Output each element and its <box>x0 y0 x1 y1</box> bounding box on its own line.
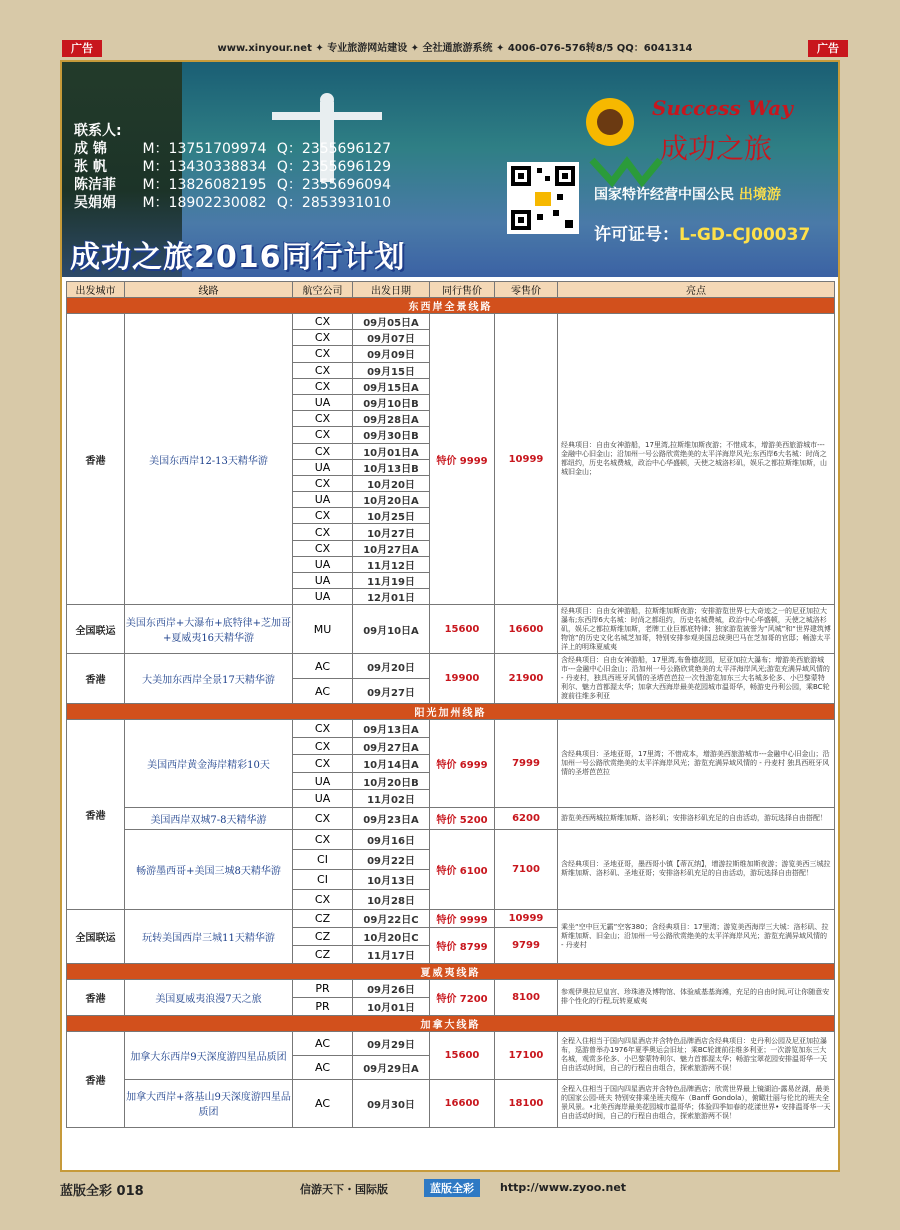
airline-code: CI <box>293 869 353 889</box>
peer-price: 特价 6999 <box>430 720 495 808</box>
departure-date: 10月14日A <box>353 755 430 773</box>
section-title: 夏威夷线路 <box>67 963 835 979</box>
departure-date: 09月30日 <box>353 1079 430 1127</box>
route-name: 美国夏威夷浪漫7天之旅 <box>125 979 293 1015</box>
brand-cn: 成功之旅 <box>660 132 773 165</box>
contact-row: 吴娟娟 M：18902230082 Q：2853931010 <box>74 195 391 211</box>
section-header <box>67 963 835 979</box>
airline-code: CX <box>293 475 353 491</box>
top-bar <box>0 0 900 60</box>
col-header: 同行售价 <box>430 282 495 298</box>
col-header: 出发日期 <box>353 282 430 298</box>
col-header: 出发城市 <box>67 282 125 298</box>
airline-code: CX <box>293 540 353 556</box>
departure-date: 10月20日 <box>353 475 430 491</box>
table-row <box>67 605 835 654</box>
departure-date: 12月01日 <box>353 589 430 605</box>
peer-price: 特价 5200 <box>430 807 495 829</box>
section-title: 阳光加州线路 <box>67 704 835 720</box>
departure-date: 09月07日 <box>353 330 430 346</box>
departure-city: 香港 <box>67 654 125 704</box>
retail-price: 7100 <box>495 829 558 909</box>
route-name: 玩转美国西岸三城11天精华游 <box>125 909 293 963</box>
col-header: 线路 <box>125 282 293 298</box>
col-header: 航空公司 <box>293 282 353 298</box>
departure-city: 香港 <box>67 979 125 1015</box>
retail-price: 21900 <box>495 654 558 704</box>
top-info-line: www.xinyour.net ✦ 专业旅游网站建设 ✦ 全社通旅游系统 ✦ 4006-076-576转8/5 QQ：6041314 <box>217 43 693 54</box>
airline-code: UA <box>293 394 353 410</box>
ad-badge-left: 广告 <box>62 40 102 57</box>
highlights: 含经典项目：圣地亚哥，17里湾；不惜成本，增游美西旅游城市---金融中心旧金山；沿加州一号公路欣赏绝美的太平洋海岸风光；游览充满异域风情的 - 丹麦村 独具西班牙风情的圣塔芭芭拉 <box>558 720 835 808</box>
section-title: 加拿大线路 <box>67 1015 835 1031</box>
airline-code: CX <box>293 508 353 524</box>
peer-price: 特价 7200 <box>430 979 495 1015</box>
departure-date: 09月29日A <box>353 1055 430 1079</box>
peer-price: 19900 <box>430 654 495 704</box>
departure-city: 全国联运 <box>67 909 125 963</box>
table-row <box>67 720 835 738</box>
highlights: 全程入住相当于国内四星酒店并含特色品牌酒店；欣赏世界最上镜湖泊-露易丝湖，最美的国家公园-班夫 特别安排乘坐班夫缆车（Banff Gondola），俯瞰壮丽与伦比的班夫全景风景。•北美西海岸最美花园城市温哥华；体验四季如春的花漾世界• 安排温哥华一天自由活动时间，自己的行程自由组合，探索旅游两不误！ <box>558 1079 835 1127</box>
airline-code: AC <box>293 1031 353 1055</box>
airline-code: CZ <box>293 909 353 927</box>
col-header: 零售价 <box>495 282 558 298</box>
airline-code: CI <box>293 849 353 869</box>
table-row <box>67 314 835 330</box>
table-row <box>67 909 835 927</box>
departure-date: 10月20日C <box>353 927 430 945</box>
advert-frame <box>60 60 840 1172</box>
page-number: 蓝版全彩 018 <box>60 1184 144 1199</box>
departure-date: 10月25日 <box>353 508 430 524</box>
itinerary-table <box>66 281 835 1128</box>
contact-row: 陈洁菲 M：13826082195 Q：2355696094 <box>74 177 391 193</box>
departure-city: 香港 <box>67 1031 125 1127</box>
airline-code: CX <box>293 427 353 443</box>
departure-date: 10月13日 <box>353 869 430 889</box>
airline-code: CX <box>293 411 353 427</box>
qr-code <box>507 162 579 234</box>
departure-date: 09月27日A <box>353 737 430 755</box>
departure-date: 09月26日 <box>353 979 430 997</box>
departure-date: 09月15日A <box>353 378 430 394</box>
table-row <box>67 654 835 679</box>
retail-price: 9799 <box>495 927 558 963</box>
airline-code: PR <box>293 979 353 997</box>
route-name: 美国东西岸12-13天精华游 <box>125 314 293 605</box>
retail-price: 17100 <box>495 1031 558 1079</box>
table-row <box>67 1079 835 1127</box>
brand-en: Success Way <box>652 96 793 120</box>
highlights: 含经典项目：圣地亚哥，墨西哥小镇【蒂瓦纳】，增游拉斯维加斯夜游；游览美西三城拉斯维加斯、洛杉矶、圣地亚哥；安排洛杉矶充足的自由活动，游玩选择自由搭配！ <box>558 829 835 909</box>
airline-code: UA <box>293 772 353 790</box>
peer-price: 特价 9999 <box>430 909 495 927</box>
section-title: 东西岸全景线路 <box>67 298 835 314</box>
airline-code: PR <box>293 997 353 1015</box>
departure-date: 11月19日 <box>353 573 430 589</box>
airline-code: UA <box>293 459 353 475</box>
departure-date: 11月12日 <box>353 556 430 572</box>
airline-code: CX <box>293 889 353 909</box>
route-name: 加拿大东西岸9天深度游四星品质团 <box>125 1031 293 1079</box>
highlights: 含经典项目：自由女神游船，17里湾,布鲁德花园，尼亚加拉大瀑布；增游美西旅游城市---金融中心旧金山；沿加州一号公路欣赏绝美的太平洋海岸风光;游览充满异域风情的 - 丹麦村，独具西班牙风情的圣塔芭芭拉一次性游览加东三大名城多伦多、小巴黎蒙特利尔、魅力首都渥太华；加拿大西海岸最美花园城市温哥华，畅游史丹利公园，乘BC轮渡前往维多利亚 <box>558 654 835 704</box>
airline-code: CX <box>293 314 353 330</box>
departure-date: 09月10日B <box>353 394 430 410</box>
departure-city: 香港 <box>67 314 125 605</box>
departure-date: 09月10日A <box>353 605 430 654</box>
section-header <box>67 704 835 720</box>
departure-date: 09月09日 <box>353 346 430 362</box>
departure-date: 09月29日 <box>353 1031 430 1055</box>
col-header: 亮点 <box>558 282 835 298</box>
table-row <box>67 807 835 829</box>
peer-price: 16600 <box>430 1079 495 1127</box>
route-name: 美国西岸双城7-8天精华游 <box>125 807 293 829</box>
departure-city: 香港 <box>67 720 125 910</box>
highlights: 全程入住相当于国内四星酒店并含特色品牌酒店含经典项目：史丹利公园及尼亚加拉瀑布，巡游曾举办1976年夏季奥运会旧址；乘BC轮渡前往维多利亚；一次游览加东三大名城，观赏多伦多、小巴黎蒙特利尔、魅力首都渥太华；畅游宝翠花园安排温哥华一天自由活动时间，自己的行程自由组合，探索旅游两不误！ <box>558 1031 835 1079</box>
departure-date: 09月23日A <box>353 807 430 829</box>
highlights: 乘坐“空中巨无霸”空客380；含经典项目：17里湾；游览美西海岸三大城：洛杉矶、拉斯维加斯、旧金山；沿加州一号公路欣赏绝美的太平洋海岸风光；游览充满异域风情的 - 丹麦村 <box>558 909 835 963</box>
airline-code: CX <box>293 443 353 459</box>
route-name: 畅游墨西哥+美国三城8天精华游 <box>125 829 293 909</box>
route-name: 美国东西岸+大瀑布+底特律+芝加哥+夏威夷16天精华游 <box>125 605 293 654</box>
airline-code: AC <box>293 1055 353 1079</box>
airline-code: CX <box>293 720 353 738</box>
contact-row: 成 锦 M：13751709974 Q：2355696127 <box>74 141 391 157</box>
departure-date: 09月20日 <box>353 654 430 679</box>
contact-title: 联系人: <box>74 123 122 139</box>
departure-date: 09月28日A <box>353 411 430 427</box>
section-header <box>67 1015 835 1031</box>
airline-code: UA <box>293 573 353 589</box>
airline-code: CX <box>293 737 353 755</box>
retail-price: 7999 <box>495 720 558 808</box>
airline-code: UA <box>293 556 353 572</box>
departure-date: 10月20日B <box>353 772 430 790</box>
footer <box>60 1178 840 1198</box>
departure-date: 11月02日 <box>353 790 430 808</box>
airline-code: CX <box>293 829 353 849</box>
peer-price: 特价 8799 <box>430 927 495 963</box>
table-row <box>67 829 835 849</box>
license-line-1: 国家特许经营中国公民 出境游 <box>594 187 781 203</box>
contact-row: 张 帆 M：13430338834 Q：2355696129 <box>74 159 391 175</box>
airline-code: AC <box>293 679 353 704</box>
highlights: 经典项目：自由女神游船，17里湾,拉斯维加斯夜游；不惜成本，增游美西旅游城市---金融中心旧金山；沿加州一号公路欣赏绝美的太平洋海岸风光;东西岸6大名城：时尚之都纽约，历史名城费城，政治中心华盛顿，天使之城洛杉矶，娱乐之都拉斯维加斯，山城旧金山； <box>558 314 835 605</box>
peer-price: 15600 <box>430 605 495 654</box>
departure-date: 10月28日 <box>353 889 430 909</box>
peer-price: 特价 6100 <box>430 829 495 909</box>
retail-price: 10999 <box>495 909 558 927</box>
retail-price: 10999 <box>495 314 558 605</box>
departure-date: 10月27日A <box>353 540 430 556</box>
airline-code: AC <box>293 1079 353 1127</box>
route-name: 美国西岸黄金海岸精彩10天 <box>125 720 293 808</box>
airline-code: MU <box>293 605 353 654</box>
footer-url: http://www.zyoo.net <box>500 1181 627 1194</box>
airline-code: CX <box>293 755 353 773</box>
retail-price: 8100 <box>495 979 558 1015</box>
route-name: 加拿大西岸+落基山9天深度游四星品质团 <box>125 1079 293 1127</box>
departure-date: 09月27日 <box>353 679 430 704</box>
license-line-2: 许可证号：L-GD-CJ00037 <box>594 225 811 245</box>
highlights: 经典项目：自由女神游船，拉斯维加斯夜游；安排游览世界七大奇迹之一的尼亚加拉大瀑布;东西岸6大名城：时尚之都纽约，历史名城费城，政治中心华盛顿，天使之城洛杉矶，娱乐之都拉斯维加斯，老牌工业巨都底特律；独家游览被誉为“风城”和“世界建筑博物馆”的历史文化名城芝加哥，特别安排参观美国总统奥巴马在芝加哥的官邸；畅游太平洋上的明珠夏威夷 <box>558 605 835 654</box>
retail-price: 18100 <box>495 1079 558 1127</box>
airline-code: CZ <box>293 927 353 945</box>
departure-date: 11月17日 <box>353 945 430 963</box>
highlights: 参观伊奥拉尼皇宫、珍珠港及博物馆、体验威基基海滩，充足的自由时间,可让你随意安排个性化的行程,玩转夏威夷 <box>558 979 835 1015</box>
airline-code: UA <box>293 589 353 605</box>
highlights: 游览美西两城拉斯维加斯、洛杉矶；安排洛杉矶充足的自由活动，游玩选择自由搭配！ <box>558 807 835 829</box>
departure-city: 全国联运 <box>67 605 125 654</box>
airline-code: CX <box>293 378 353 394</box>
airline-code: CX <box>293 524 353 540</box>
table-header <box>67 282 835 298</box>
departure-date: 10月20日A <box>353 492 430 508</box>
section-header <box>67 298 835 314</box>
retail-price: 16600 <box>495 605 558 654</box>
airline-code: CX <box>293 807 353 829</box>
ad-badge-right: 广告 <box>808 40 848 57</box>
departure-date: 10月27日 <box>353 524 430 540</box>
footer-badge: 蓝版全彩 <box>424 1179 480 1197</box>
departure-date: 09月13日A <box>353 720 430 738</box>
departure-date: 09月30日B <box>353 427 430 443</box>
departure-date: 10月01日 <box>353 997 430 1015</box>
airline-code: AC <box>293 654 353 679</box>
departure-date: 09月22日 <box>353 849 430 869</box>
peer-price: 特价 9999 <box>430 314 495 605</box>
departure-date: 09月22日C <box>353 909 430 927</box>
departure-date: 09月05日A <box>353 314 430 330</box>
contact-block <box>74 122 391 212</box>
departure-date: 09月15日 <box>353 362 430 378</box>
departure-date: 10月13日B <box>353 459 430 475</box>
table-row <box>67 1031 835 1055</box>
banner <box>62 62 838 277</box>
departure-date: 09月16日 <box>353 829 430 849</box>
route-name: 大美加东西岸全景17天精华游 <box>125 654 293 704</box>
airline-code: UA <box>293 492 353 508</box>
airline-code: CX <box>293 346 353 362</box>
retail-price: 6200 <box>495 807 558 829</box>
airline-code: CX <box>293 362 353 378</box>
plan-title: 成功之旅2016同行计划 <box>70 240 406 275</box>
footer-slogan: 信游天下・国际版 <box>300 1183 388 1196</box>
airline-code: UA <box>293 790 353 808</box>
airline-code: CX <box>293 330 353 346</box>
departure-date: 10月01日A <box>353 443 430 459</box>
peer-price: 15600 <box>430 1031 495 1079</box>
airline-code: CZ <box>293 945 353 963</box>
table-row <box>67 979 835 997</box>
